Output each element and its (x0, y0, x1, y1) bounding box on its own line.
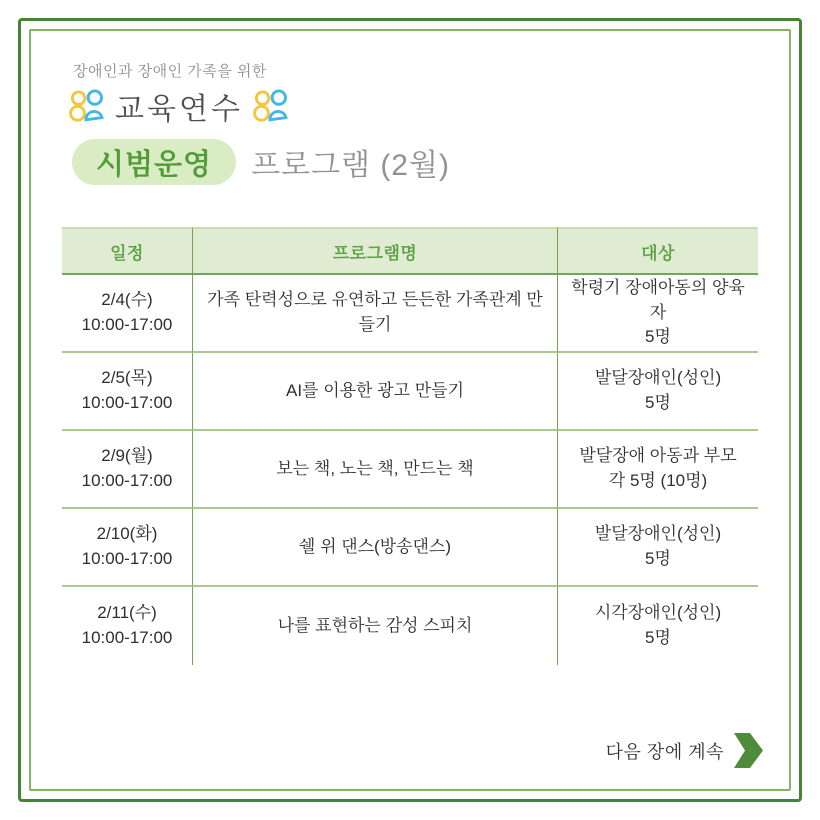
people-group-icon (68, 89, 106, 123)
column-header-schedule: 일정 (62, 227, 192, 275)
row2-schedule (62, 353, 192, 431)
title-text: 프로그램 (2월) (251, 149, 450, 182)
row4-target (558, 509, 758, 587)
target-count: 5명 (645, 628, 671, 647)
target-count: 5명 (645, 393, 671, 412)
program-name: 나를 표현하는 감성 스피치 (277, 615, 473, 635)
target-count: 5명 (645, 549, 671, 568)
date: 2/5(목) (101, 368, 153, 388)
row5-program (192, 587, 558, 665)
column-header-program: 프로그램명 (192, 227, 558, 275)
time: 10:00-17:00 (81, 549, 173, 568)
row3-program (192, 431, 558, 509)
program-name: 쉘 위 댄스(방송댄스) (298, 536, 452, 556)
program-name: 보는 책, 노는 책, 만드는 책 (276, 458, 474, 478)
page-title (72, 139, 450, 185)
title-badge: 시범운영 (72, 139, 236, 185)
row1-program (192, 275, 558, 353)
target-count: 5명 (645, 327, 671, 347)
logo (68, 84, 290, 128)
target-count: 각 5명 (10명) (608, 471, 708, 490)
row3-schedule (62, 431, 192, 509)
next-page-label: 다음 장에 계속 (605, 741, 724, 762)
time: 10:00-17:00 (81, 471, 173, 490)
logo-text: 교육연수 (115, 93, 243, 126)
row4-schedule (62, 509, 192, 587)
row2-target (558, 353, 758, 431)
row1-target (558, 275, 758, 353)
chevron-right-arrow-icon (734, 733, 763, 768)
date: 2/9(월) (101, 446, 153, 466)
target-group: 시각장애인(성인) (594, 603, 722, 623)
row2-program (192, 353, 558, 431)
date: 2/4(수) (101, 290, 153, 310)
row5-schedule (62, 587, 192, 665)
program-table (62, 227, 758, 665)
time: 10:00-17:00 (81, 315, 173, 334)
target-group: 학령기 장애아동의 양육자 (571, 278, 745, 322)
date: 2/10(화) (96, 524, 158, 544)
program-name: AI를 이용한 광고 만들기 (285, 380, 465, 400)
time: 10:00-17:00 (81, 628, 173, 647)
target-group: 발달장애인(성인) (594, 524, 722, 544)
column-header-target: 대상 (558, 227, 758, 275)
target-group: 발달장애인(성인) (594, 368, 722, 388)
program-name: 가족 탄력성으로 유연하고 든든한 가족관계 만들기 (207, 290, 543, 334)
date: 2/11(수) (97, 603, 157, 623)
next-page-indicator[interactable] (606, 733, 763, 768)
row1-schedule (62, 275, 192, 353)
row4-program (192, 509, 558, 587)
row5-target (558, 587, 758, 665)
people-group-icon (252, 89, 290, 123)
time: 10:00-17:00 (81, 393, 173, 412)
row3-target (558, 431, 758, 509)
target-group: 발달장애 아동과 부모 (579, 446, 737, 466)
tagline: 장애인과 장애인 가족을 위한 (73, 63, 267, 80)
